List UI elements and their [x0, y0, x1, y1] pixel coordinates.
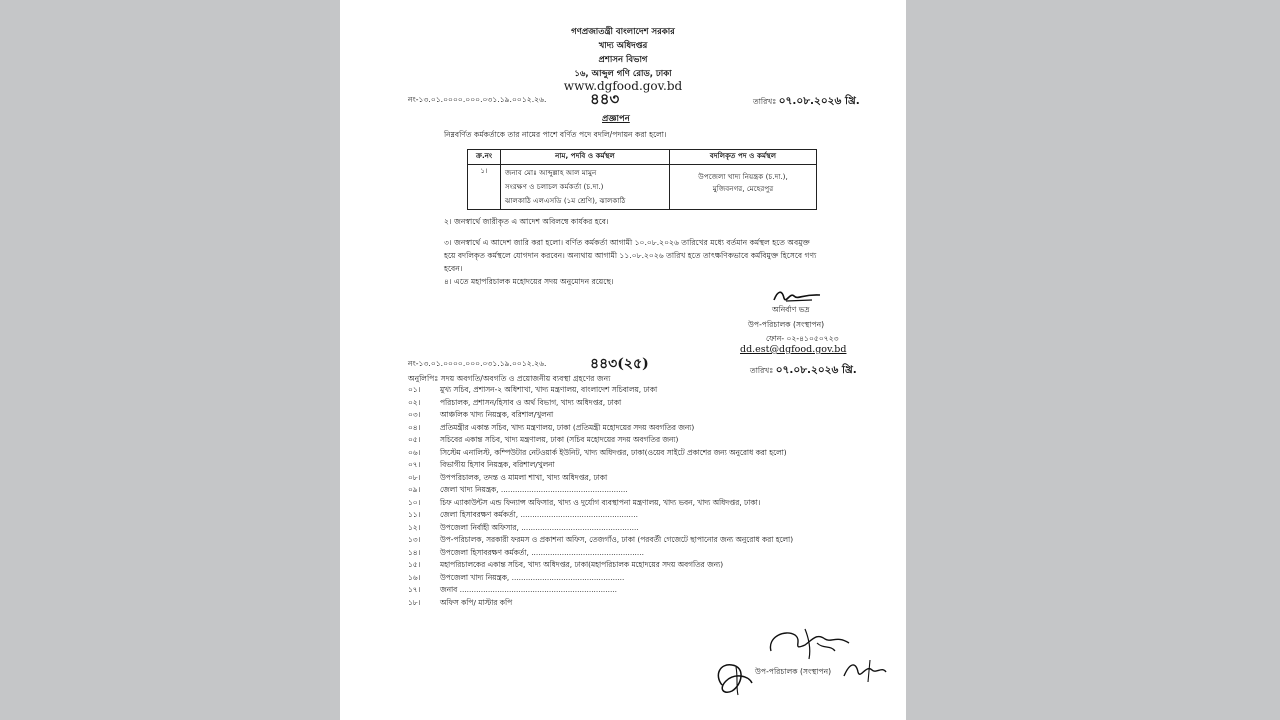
- list-item-text: পরিচালক, প্রশাসন/হিসাব ও অর্থ বিভাগ, খাদ্য অধিদপ্তর, ঢাকা: [440, 397, 622, 407]
- division-name: প্রশাসন বিভাগ: [598, 55, 648, 65]
- list-item: [408, 473, 607, 485]
- list-item: [408, 598, 512, 610]
- officer-name: জনাব মোঃ আব্দুল্লাহ আল মামুন: [505, 168, 597, 177]
- list-item-text: মুখ্য সচিব, প্রশাসন-২ অধিশাখা, খাদ্য মন্ত্রণালয়, বাংলাদেশ সচিবালয়, ঢাকা: [440, 385, 658, 394]
- office-name: খাদ্য অধিদপ্তর: [598, 41, 648, 51]
- new-post: উপজেলা খাদ্য নিয়ন্ত্রক (চ.দা.),: [698, 172, 788, 181]
- govt-name: গণপ্রজাতন্ত্রী বাংলাদেশ সরকার: [571, 27, 675, 37]
- list-item-number: ১৫।: [408, 560, 421, 569]
- col-transferred-post: বদলিকৃত পদ ও কর্মস্থল: [670, 150, 817, 165]
- list-item-number: ১৬।: [408, 572, 421, 582]
- para-3-line-1: ৩। জনস্বার্থে এ আদেশ জারি করা হলো। বর্ণিত কর্মকর্তা আগামী ১০.০৮.২০২৬ তারিখের মধ্যে বর্তমান কর্মস্থল হতে অবমুক্ত: [444, 238, 810, 247]
- list-item-text: জেলা খাদ্য নিয়ন্ত্রক, ......................................................: [440, 485, 628, 494]
- list-item: [408, 448, 787, 460]
- list-item: [408, 385, 657, 397]
- list-item-number: ০৩।: [408, 410, 421, 419]
- list-item-number: ০৬।: [408, 447, 421, 457]
- officer-designation: সংরক্ষণ ও চলাচল কর্মকর্তা (চ.দা.): [505, 182, 604, 191]
- list-item: [408, 535, 793, 547]
- list-item-text: চিফ এ্যাকাউন্টস এন্ড ফিন্যান্স অফিসার, খাদ্য ও দুর্যোগ ব্যবস্থাপনা মন্ত্রণালয়, খাদ্য ভবন, খাদ্য অধিদপ্তর, ঢাকা।: [440, 497, 761, 507]
- para-3-line-2: হয়ে বদলিকৃত কর্মস্থলে যোগদান করবেন। অন্যথায় আগামী ১১.০৮.২০২৬ তারিখ হতে তাৎক্ষণিকভাবে কর্মবিমুক্ত হিসেবে গণ্য: [444, 251, 817, 260]
- list-item-text: প্রতিমন্ত্রীর একান্ত সচিব, খাদ্য মন্ত্রণালয়, ঢাকা (প্রতিমন্ত্রী মহোদয়ের সদয় অবগতির জন্য): [440, 422, 695, 432]
- list-item-text: জেলা হিসাবরক্ষণ কর্মকর্তা, ..................................................: [440, 510, 638, 519]
- list-item: [408, 560, 723, 572]
- list-item: [408, 485, 628, 497]
- row-name-cell: [501, 165, 670, 210]
- list-item-text: বিভাগীয় হিসাব নিয়ন্ত্রক, বরিশাল/খুলনা: [440, 460, 555, 469]
- list-item-text: উপপরিচালক, তদন্ত ও মামলা শাখা, খাদ্য অধিদপ্তর, ঢাকা: [440, 472, 608, 482]
- copy-memo-handwritten-number: ৪৪৩(২৫): [590, 356, 649, 372]
- handwritten-initials: [840, 656, 890, 684]
- copy-memo-number: নং-১৩.০১.০০০০.০০০.০৩১.১৯.০০১২.২৬.: [408, 359, 547, 368]
- list-item: [408, 423, 694, 435]
- col-serial: ক্র.নং: [468, 150, 501, 165]
- transfer-table: [467, 149, 817, 210]
- list-item-number: ১৭।: [408, 585, 421, 594]
- signatory-designation: উপ-পরিচালক (সংস্থাপন): [748, 320, 825, 329]
- intro-text: নিম্নবর্ণিত কর্মকর্তাকে তার নামের পাশে বর্ণিত পদে বদলি/পদায়ন করা হলো।: [444, 130, 667, 139]
- list-item-number: ১৮।: [408, 597, 421, 607]
- signatory-name: অনির্বাণ ভদ্র: [772, 305, 810, 314]
- list-item: [408, 398, 621, 410]
- list-item: [408, 510, 638, 522]
- list-item-text: জনাব ...................................................................: [440, 585, 618, 594]
- list-item: [408, 435, 678, 447]
- website: www.dgfood.gov.bd: [563, 79, 683, 93]
- para-4: ৪। এতে মহাপরিচালক মহোদয়ের সদয় অনুমোদন রয়েছে।: [444, 277, 614, 286]
- list-item-number: ০২।: [408, 397, 421, 407]
- memo-handwritten-number: ৪৪৩: [590, 90, 620, 108]
- list-item-number: ১৩।: [408, 535, 421, 544]
- list-item: [408, 523, 639, 535]
- list-item-number: ১৪।: [408, 547, 421, 557]
- list-item: [408, 460, 555, 472]
- list-item: [408, 498, 760, 510]
- memo-number: নং-১৩.০১.০০০০.০০০.০৩১.১৯.০০১২.২৬.: [408, 95, 547, 104]
- memo-date: তারিখঃ ০৭.০৮.২০২৬ খ্রি.: [753, 95, 860, 107]
- office-address: ১৬, আব্দুল গণি রোড, ঢাকা: [574, 69, 672, 79]
- list-item-text: সচিবের একান্ত সচিব, খাদ্য মন্ত্রণালয়, ঢাকা (সচিব মহোদয়ের সদয় অবগতির জন্য): [440, 435, 679, 444]
- para-2: ২। জনস্বার্থে জারীকৃত এ আদেশ অবিলম্বে কার্যকর হবে।: [444, 217, 609, 226]
- bottom-designation: উপ-পরিচালক (সংস্থাপন): [755, 667, 832, 676]
- list-item-number: ০৭।: [408, 460, 421, 469]
- list-item-text: উপ-পরিচালক, সরকারী ফরমস ও প্রকাশনা অফিস, তেজগাঁও, ঢাকা (পরবর্তী গেজেটে ছাপানোর জন্য অনুরোধ করা হলো): [440, 535, 794, 544]
- list-item-text: অফিস কপি/ মাস্টার কপি: [440, 597, 513, 607]
- list-item-text: সিস্টেম এনালিস্ট, কম্পিউটার নেটওয়ার্ক ইউনিট, খাদ্য অধিদপ্তর, ঢাকা(ওয়েব সাইটে প্রকাশের জন্য অনুরোধ করা হলো): [440, 447, 787, 457]
- list-item-number: ০৯।: [408, 485, 421, 494]
- list-item-text: উপজেলা হিসাবরক্ষণ কর্মকর্তা, ................................................: [440, 547, 644, 557]
- list-item: [408, 585, 617, 597]
- row-post-cell: [670, 165, 817, 210]
- list-item-text: উপজেলা নির্বাহী অফিসার, ..................................................: [440, 522, 639, 532]
- list-item-number: ০১।: [408, 385, 421, 394]
- list-item-text: আঞ্চলিক খাদ্য নিয়ন্ত্রক, বরিশাল/খুলনা: [440, 410, 554, 419]
- copy-memo-date: তারিখঃ ০৭.০৮.২০২৬ খ্রি.: [750, 364, 857, 376]
- signatory-phone: ফোন- ০২-৪১০৫০৭২৩: [766, 334, 839, 343]
- document-page: [340, 0, 906, 720]
- list-item: [408, 548, 644, 560]
- list-item: [408, 573, 624, 585]
- list-item: [408, 410, 553, 422]
- officer-workplace: ঝালকাঠি এলএসডি (১ম শ্রেণি), ঝালকাঠি: [505, 196, 626, 205]
- col-name: নাম, পদবি ও কর্মস্থল: [501, 150, 670, 165]
- list-item-number: ১১।: [408, 510, 421, 519]
- list-item-number: ০৪।: [408, 422, 421, 432]
- para-3-line-3: হবেন।: [444, 264, 463, 273]
- notice-title: প্রজ্ঞাপন: [602, 114, 630, 124]
- list-item-number: ০৮।: [408, 472, 421, 482]
- list-item-number: ০৫।: [408, 435, 421, 444]
- table-header-row: [468, 150, 817, 165]
- list-item-number: ১২।: [408, 522, 421, 532]
- table-row: [468, 165, 817, 210]
- signatory-email[interactable]: dd.est@dgfood.gov.bd: [740, 344, 847, 355]
- cc-heading: অনুলিপিঃ সদয় অবগতি/অবগতি ও প্রয়োজনীয় ব্যবস্থা গ্রহণের জন্য: [408, 374, 611, 383]
- list-item-text: মহাপরিচালকের একান্ত সচিব, খাদ্য অধিদপ্তর, ঢাকা(মহাপরিচালক মহোদয়ের সদয় অবগতির জন্য): [440, 560, 724, 569]
- row-serial: ১।: [468, 165, 501, 210]
- list-item-number: ১০।: [408, 497, 421, 507]
- list-item-text: উপজেলা খাদ্য নিয়ন্ত্রক, ................................................: [440, 572, 625, 582]
- new-location: মুজিবনগর, মেহেরপুর: [712, 184, 774, 193]
